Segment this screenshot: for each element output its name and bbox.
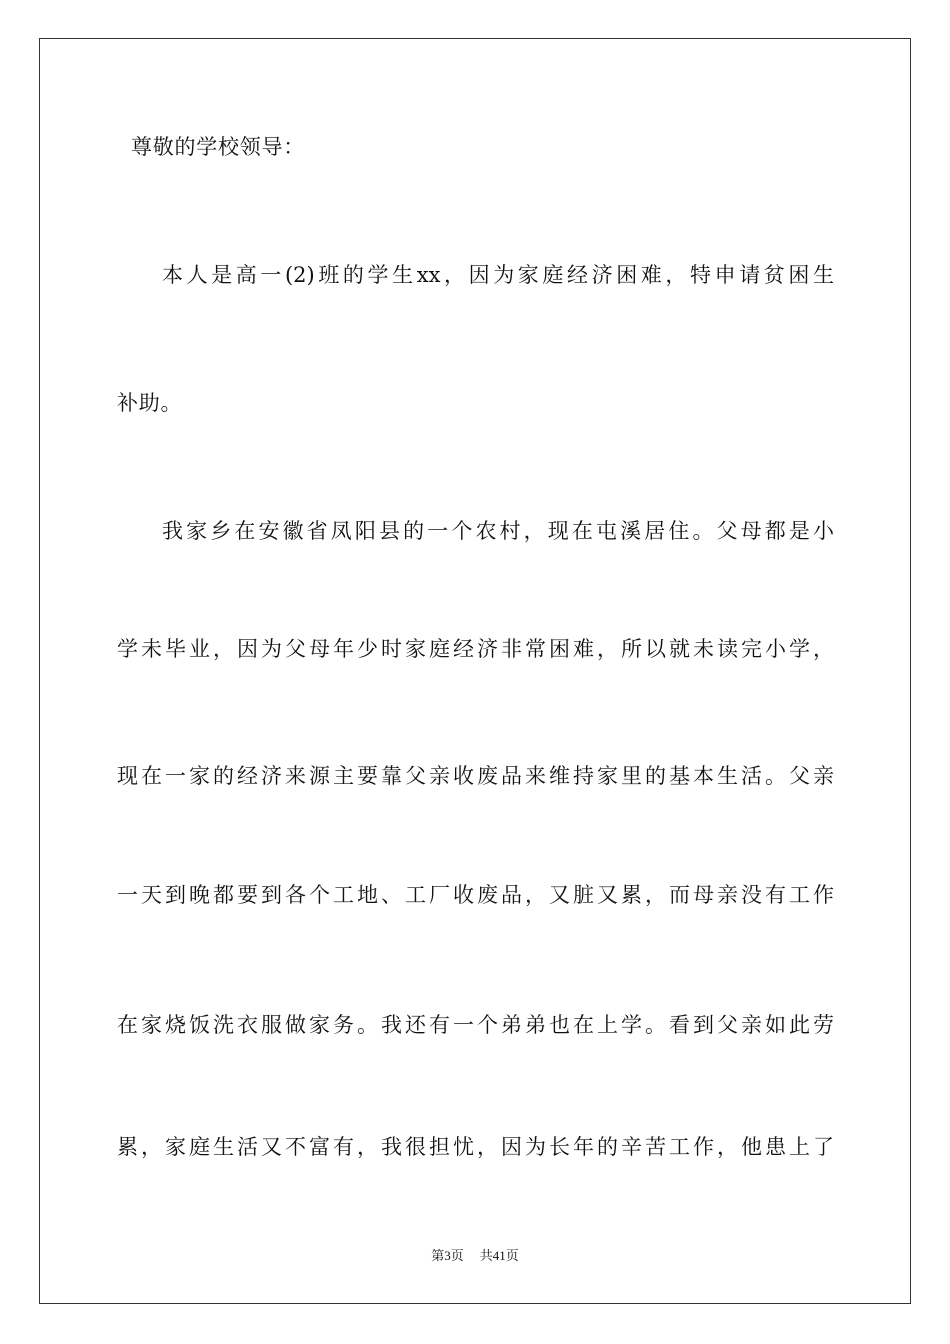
paragraph-line-2: 补助。 xyxy=(117,391,183,415)
paragraph-line-7: 在家烧饭洗衣服做家务。我还有一个弟弟也在上学。看到父亲如此劳 xyxy=(117,1013,834,1037)
page-footer xyxy=(0,1248,950,1264)
page-frame xyxy=(39,38,911,1304)
paragraph-line-6: 一天到晚都要到各个工地、工厂收废品，又脏又累，而母亲没有工作 xyxy=(117,883,834,907)
page-number: 第3页 xyxy=(431,1248,464,1263)
paragraph-line-5: 现在一家的经济来源主要靠父亲收废品来维持家里的基本生活。父亲 xyxy=(117,764,834,788)
page-total: 共41页 xyxy=(479,1248,519,1263)
salutation: 尊敬的学校领导： xyxy=(131,135,305,159)
paragraph-line-4: 学未毕业，因为父母年少时家庭经济非常困难，所以就未读完小学， xyxy=(117,637,834,661)
paragraph-line-1: 本人是高一(2)班的学生xx，因为家庭经济困难，特申请贫困生 xyxy=(162,263,834,287)
paragraph-line-3: 我家乡在安徽省凤阳县的一个农村，现在屯溪居住。父母都是小 xyxy=(162,519,834,543)
paragraph-line-8: 累，家庭生活又不富有，我很担忧，因为长年的辛苦工作，他患上了 xyxy=(117,1135,834,1159)
